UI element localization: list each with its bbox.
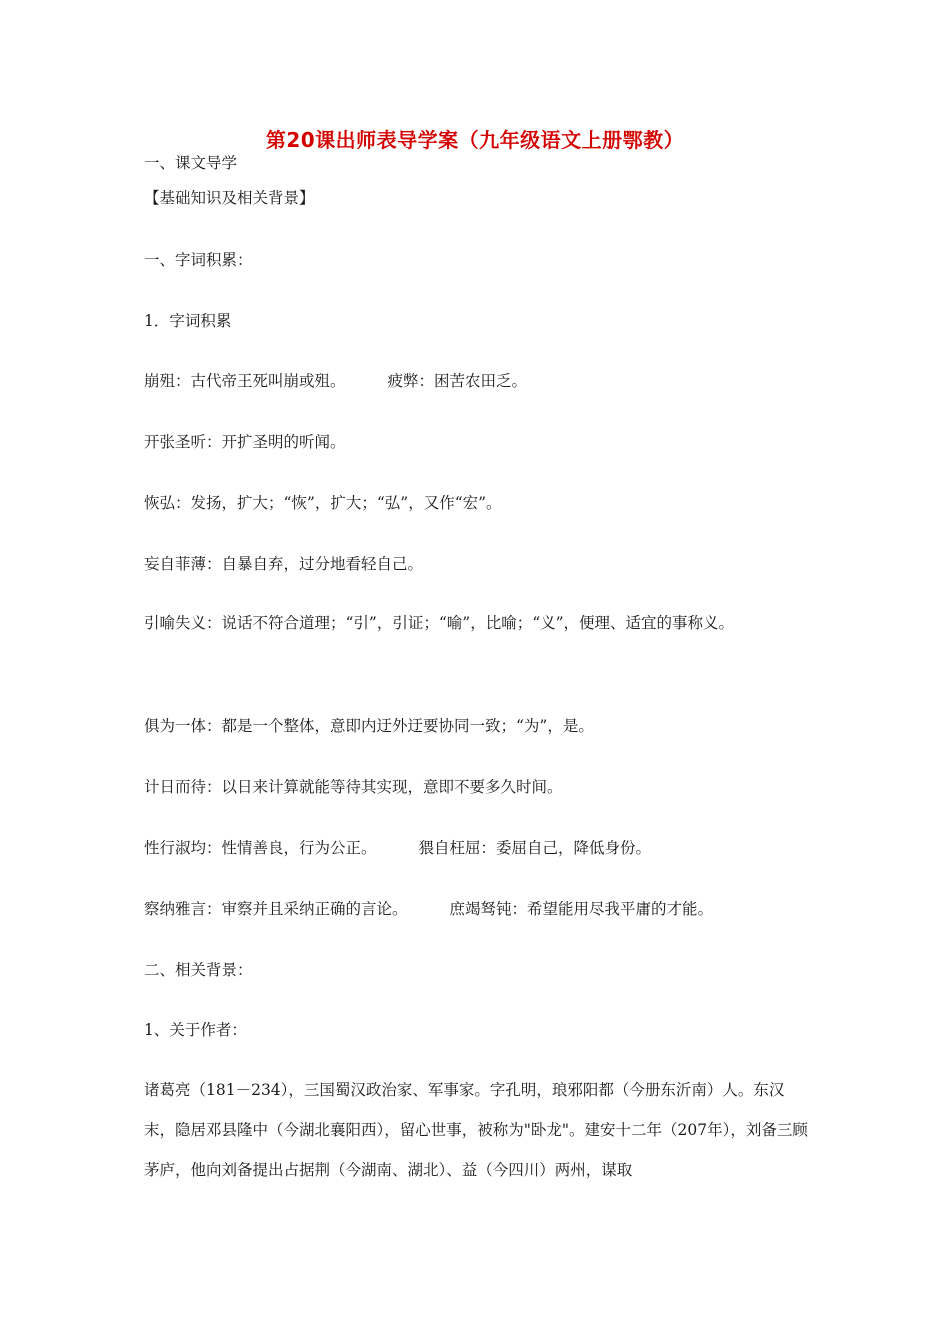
item-heading-author: 1、关于作者：	[144, 1021, 247, 1039]
vocab-line-2: 开张圣听：开扩圣明的听闻。	[144, 433, 346, 451]
vocab-line-5: 引喻失义：说话不符合道理；“引”，引证；“喻”，比喻；“义”，便理、适宜的事称义。	[144, 614, 735, 632]
vocab-entry: 庶竭驽钝：希望能用尽我平庸的才能。	[449, 900, 714, 918]
vocab-line-3: 恢弘：发扬，扩大；“恢”，扩大；“弘”，又作“宏”。	[144, 494, 502, 512]
author-paragraph: 诸葛亮（181－234），三国蜀汉政治家、军事家。字孔明，琅邪阳都（今册东沂南）人。东汉末，隐居邓县隆中（今湖北襄阳西），留心世事，被称为"卧龙"。建安十二年（207年），刘备三顾茅庐，他向刘备提出占据荆（今湖南、湖北）、益（今四川）两州，谋取	[144, 1081, 808, 1179]
subsection-heading: 【基础知识及相关背景】	[144, 189, 315, 207]
part-heading-vocab: 一、字词积累：	[144, 251, 253, 269]
part-heading-background: 二、相关背景：	[144, 961, 253, 979]
vocab-line-7: 计日而待：以日来计算就能等待其实现，意即不要多久时间。	[144, 778, 563, 796]
vocab-line-1	[144, 371, 527, 391]
item-heading-vocab: 1．字词积累	[144, 312, 232, 330]
vocab-line-6: 俱为一体：都是一个整体，意即内迂外迂要协同一致；“为”，是。	[144, 717, 594, 735]
document-title: 第20课出师表导学案（九年级语文上册鄂教）	[265, 128, 685, 152]
vocab-line-4: 妄自菲薄：自暴自弃，过分地看轻自己。	[144, 555, 424, 573]
vocab-entry: 性行淑均：性情善良，行为公正。	[144, 839, 377, 857]
vocab-entry: 崩殂：古代帝王死叫崩或殂。	[144, 372, 346, 390]
vocab-entry: 察纳雅言：审察并且采纳正确的言论。	[144, 900, 408, 918]
vocab-line-9	[144, 899, 713, 919]
vocab-entry: 疲弊：困苦农田乏。	[387, 372, 528, 390]
vocab-entry: 猥自枉屈：委屈自己，降低身份。	[418, 839, 652, 857]
vocab-line-8	[144, 838, 651, 858]
section-heading: 一、课文导学	[144, 154, 238, 172]
